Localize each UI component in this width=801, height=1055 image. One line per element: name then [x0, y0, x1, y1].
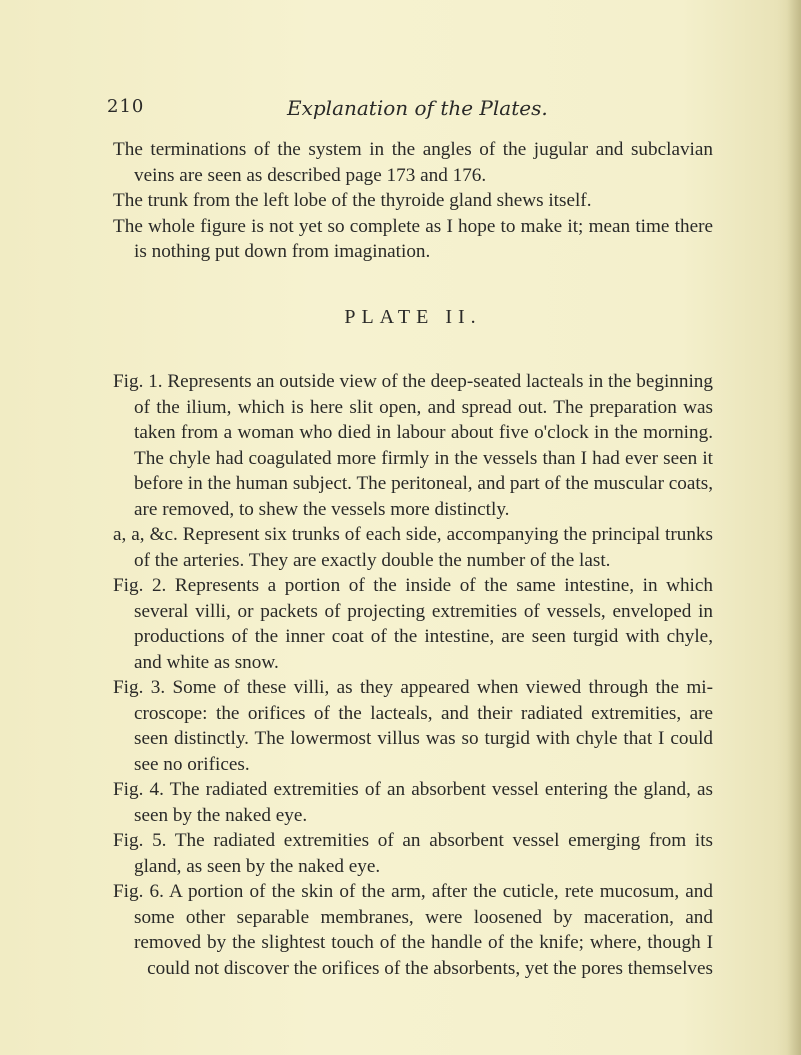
figure-paragraph: Fig. 5. The radiated extremities of an absorbent vessel emerging from its gland, as seen by the naked eye.: [113, 830, 713, 877]
page-number: 210: [107, 96, 145, 117]
body-text: [113, 137, 713, 981]
running-title: Explanation of the Plates.: [287, 96, 548, 120]
figure-paragraph: Fig. 3. Some of these villi, as they appeared when viewed through the microscope: the orifices of the lacteals, and their radiated extremities, are seen distinctly. The lowermost villus was so turgid with chyle that I could see no orifices.: [113, 677, 713, 775]
figure-paragraph: Fig. 2. Represents a portion of the inside of the same intestine, in which several villi, or packets of projecting extremities of vessels, enveloped in productions of the inner coat of the intestine, are seen turgid with chyle, and white as snow.: [113, 575, 713, 673]
figure-paragraph: Fig. 1. Represents an outside view of the deep-seated lacteals in the beginning of the ilium, which is here slit open, and spread out. The preparation was taken from a woman who died in labour about five o'clock in the morning. The chyle had coagulated more firmly in the vessels than I had ever seen it before in the human subject. The peritoneal, and part of the muscular coats, are removed, to shew the vessels more distinctly.: [113, 371, 713, 520]
intro-paragraph: The whole figure is not yet so complete as I hope to make it; mean time there is nothing put down from imagination.: [113, 215, 713, 262]
intro-paragraph: The terminations of the system in the angles of the jugular and subclavian veins are seen as described page 173 and 176.: [113, 139, 713, 186]
figure-paragraph: Fig. 6. A portion of the skin of the arm, after the cuticle, rete mucosum, and some other separable membranes, were loosened by maceration, and removed by the slightest touch of the handle of the knife; where, though I could not discover the orifices of the absorbents, yet the pores themselves: [113, 881, 713, 979]
page-edge-shadow: [787, 0, 801, 1055]
intro-paragraph: The trunk from the left lobe of the thyroide gland shews itself.: [113, 190, 592, 211]
figure-paragraph: Fig. 4. The radiated extremities of an absorbent vessel entering the gland, as seen by the naked eye.: [113, 779, 713, 826]
figure-paragraph: a, a, &c. Represent six trunks of each side, accompanying the principal trunks of the arteries. They are exactly double the number of the last.: [113, 524, 713, 571]
plate-heading: PLATE II.: [344, 305, 482, 328]
page-header: [107, 96, 727, 126]
